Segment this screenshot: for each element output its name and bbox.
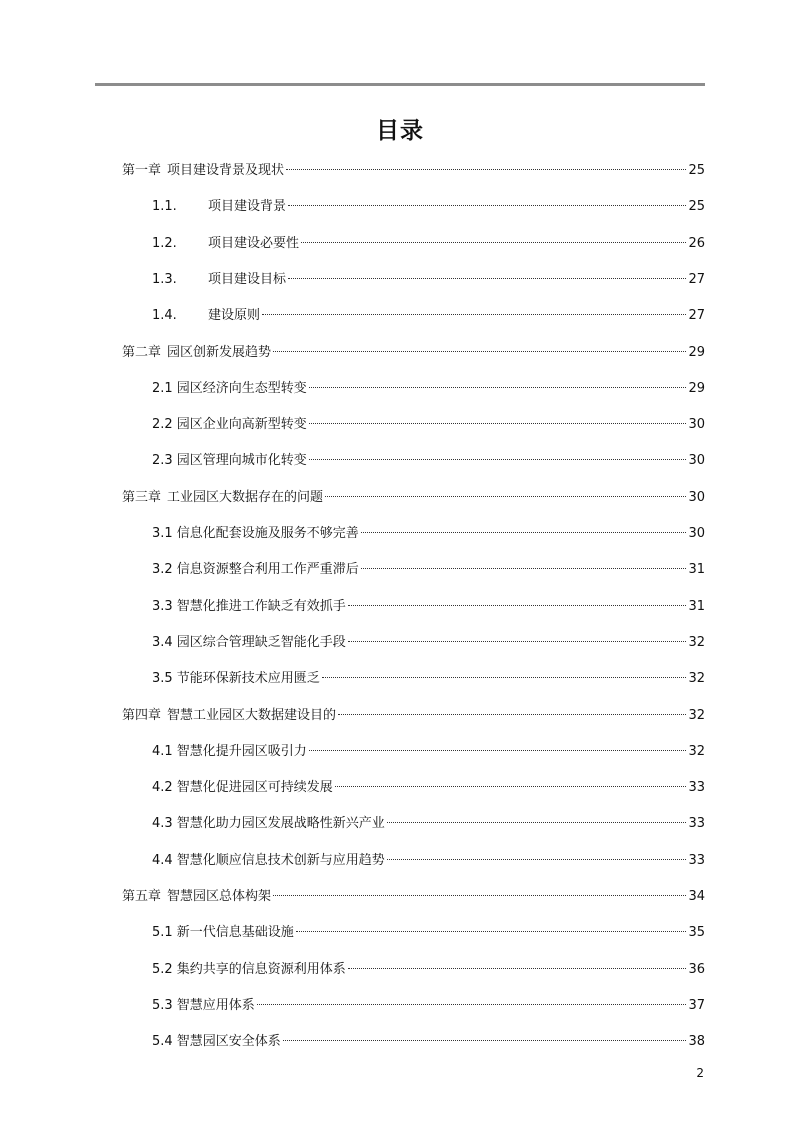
toc-entry-title: 建设原则 — [208, 308, 261, 324]
toc-entry-number: 第一章 — [122, 163, 162, 178]
toc-entry-number: 5.1 — [152, 925, 173, 941]
toc-chapter-entry[interactable] — [122, 487, 705, 509]
dot-leader — [348, 605, 687, 606]
toc-chapter-entry[interactable] — [122, 160, 705, 182]
toc-entry-page: 30 — [688, 417, 705, 433]
toc-entry-page: 37 — [688, 997, 705, 1013]
toc-section-entry[interactable] — [152, 269, 705, 291]
toc-entry-page: 25 — [688, 163, 705, 178]
dot-leader — [348, 968, 687, 969]
toc-entry-title: 新一代信息基础设施 — [176, 925, 294, 941]
toc-entry-title: 园区管理向城市化转变 — [176, 453, 307, 469]
dot-leader — [335, 786, 687, 787]
toc-entry-page: 32 — [688, 707, 705, 723]
dot-leader — [309, 459, 687, 460]
toc-entry-title: 工业园区大数据存在的问题 — [167, 489, 324, 505]
toc-entry-page: 25 — [688, 199, 705, 215]
toc-entry-number: 1.2. — [152, 235, 177, 251]
dot-leader — [322, 677, 687, 678]
dot-leader — [283, 1040, 687, 1041]
toc-entry-title: 智慧化顺应信息技术创新与应用趋势 — [176, 852, 385, 868]
toc-section-entry[interactable] — [152, 959, 705, 981]
toc-entry-number: 4.3 — [152, 816, 173, 832]
toc-entry-page: 29 — [688, 344, 705, 360]
toc-title: 目录 — [376, 118, 424, 144]
toc-entry-number: 2.1 — [152, 380, 173, 396]
toc-entry-page: 27 — [688, 271, 705, 287]
toc-chapter-entry[interactable] — [122, 342, 705, 364]
toc-entry-page: 35 — [688, 925, 705, 941]
toc-section-entry[interactable] — [152, 668, 705, 690]
header-rule — [95, 83, 705, 86]
toc-section-entry[interactable] — [152, 596, 705, 618]
dot-leader — [387, 859, 687, 860]
toc-section-entry[interactable] — [152, 777, 705, 799]
toc-entry-title: 园区经济向生态型转变 — [176, 380, 307, 396]
toc-entry-page: 27 — [688, 308, 705, 324]
dot-leader — [309, 750, 687, 751]
toc-entry-number: 第五章 — [122, 889, 162, 904]
toc-entry-page: 38 — [688, 1034, 705, 1050]
dot-leader — [348, 641, 687, 642]
toc-section-entry[interactable] — [152, 196, 705, 218]
toc-entry-title: 集约共享的信息资源利用体系 — [176, 961, 346, 977]
toc-entry-title: 信息化配套设施及服务不够完善 — [176, 526, 359, 541]
dot-leader — [273, 351, 686, 352]
toc-entry-number: 第三章 — [122, 489, 162, 505]
toc-entry-number: 4.1 — [152, 743, 173, 759]
dot-leader — [325, 496, 686, 497]
toc-entry-number: 2.2 — [152, 417, 173, 433]
toc-entry-page: 33 — [688, 852, 705, 868]
toc-entry-page: 32 — [688, 743, 705, 759]
toc-entry-title: 项目建设必要性 — [208, 235, 300, 251]
toc-entry-page: 36 — [688, 961, 705, 977]
toc-section-entry[interactable] — [152, 559, 705, 581]
toc-entry-number: 4.2 — [152, 780, 173, 796]
dot-leader — [296, 931, 687, 932]
toc-entry-page: 30 — [688, 526, 705, 541]
dot-leader — [262, 314, 686, 315]
toc-entry-title: 项目建设背景及现状 — [167, 163, 285, 178]
toc-section-entry[interactable] — [152, 378, 705, 400]
toc-chapter-entry[interactable] — [122, 886, 705, 908]
toc-entry-title: 智慧园区总体构架 — [167, 889, 272, 904]
toc-entry-number: 5.4 — [152, 1034, 173, 1050]
toc-section-entry[interactable] — [152, 305, 705, 327]
dot-leader — [338, 714, 686, 715]
dot-leader — [273, 895, 686, 896]
toc-entry-number: 5.2 — [152, 961, 173, 977]
toc-section-entry[interactable] — [152, 741, 705, 763]
toc-section-entry[interactable] — [152, 850, 705, 872]
toc-entry-title: 节能环保新技术应用匮乏 — [176, 671, 320, 687]
toc-entry-title: 园区企业向高新型转变 — [176, 417, 307, 433]
toc-entry-page: 31 — [688, 598, 705, 614]
toc-entry-page: 30 — [688, 489, 705, 505]
toc-entry-number: 3.1 — [152, 526, 173, 541]
toc-entry-title: 项目建设目标 — [208, 271, 287, 287]
toc-entry-page: 32 — [688, 634, 705, 650]
dot-leader — [257, 1004, 687, 1005]
toc-section-entry[interactable] — [152, 1031, 705, 1053]
toc-entry-number: 1.3. — [152, 271, 177, 287]
toc-section-entry[interactable] — [152, 632, 705, 654]
toc-section-entry[interactable] — [152, 233, 705, 255]
toc-entry-title: 智慧化助力园区发展战略性新兴产业 — [176, 816, 385, 832]
toc-entry-title: 智慧应用体系 — [176, 997, 255, 1013]
toc-entry-page: 30 — [688, 453, 705, 469]
dot-leader — [286, 169, 686, 170]
toc-entry-page: 34 — [688, 889, 705, 904]
toc-entry-page: 26 — [688, 235, 705, 251]
toc-entry-number: 3.3 — [152, 598, 173, 614]
dot-leader — [288, 205, 686, 206]
toc-entry-title: 智慧园区安全体系 — [176, 1034, 281, 1050]
toc-entry-page: 33 — [688, 816, 705, 832]
toc-section-entry[interactable] — [152, 414, 705, 436]
toc-entry-page: 33 — [688, 780, 705, 796]
dot-leader — [309, 423, 687, 424]
toc-entry-number: 3.4 — [152, 634, 173, 650]
toc-section-entry[interactable] — [152, 813, 705, 835]
toc-entry-number: 2.3 — [152, 453, 173, 469]
dot-leader — [309, 387, 687, 388]
toc-entry-number: 1.4. — [152, 308, 177, 324]
toc-entry-title: 智慧化提升园区吸引力 — [176, 743, 307, 759]
toc-entry-number: 5.3 — [152, 997, 173, 1013]
toc-entry-number: 第二章 — [122, 344, 162, 360]
page-number: 2 — [696, 1066, 704, 1080]
toc-entry-title: 智慧工业园区大数据建设目的 — [167, 707, 337, 723]
toc-section-entry[interactable] — [152, 922, 705, 944]
toc-entry-number: 4.4 — [152, 852, 173, 868]
toc-entry-title: 智慧化促进园区可持续发展 — [176, 780, 333, 796]
toc-entry-title: 智慧化推进工作缺乏有效抓手 — [176, 598, 346, 614]
dot-leader — [288, 278, 686, 279]
dot-leader — [361, 568, 687, 569]
toc-entry-page: 29 — [688, 380, 705, 396]
toc-entry-page: 31 — [688, 562, 705, 578]
toc-entry-title: 园区创新发展趋势 — [167, 344, 272, 360]
dot-leader — [301, 242, 686, 243]
toc-entry-title: 园区综合管理缺乏智能化手段 — [176, 634, 346, 650]
toc-entry-title: 项目建设背景 — [208, 199, 287, 215]
toc-entry-number: 第四章 — [122, 707, 162, 723]
toc-entry-title: 信息资源整合利用工作严重滞后 — [176, 562, 359, 578]
toc-entry-page: 32 — [688, 671, 705, 687]
toc-entry-number: 1.1. — [152, 199, 177, 215]
toc-chapter-entry[interactable] — [122, 705, 705, 727]
toc-entry-number: 3.5 — [152, 671, 173, 687]
toc-section-entry[interactable] — [152, 523, 705, 545]
toc-section-entry[interactable] — [152, 995, 705, 1017]
toc-section-entry[interactable] — [152, 450, 705, 472]
dot-leader — [361, 532, 687, 533]
toc-entry-number: 3.2 — [152, 562, 173, 578]
dot-leader — [387, 822, 687, 823]
